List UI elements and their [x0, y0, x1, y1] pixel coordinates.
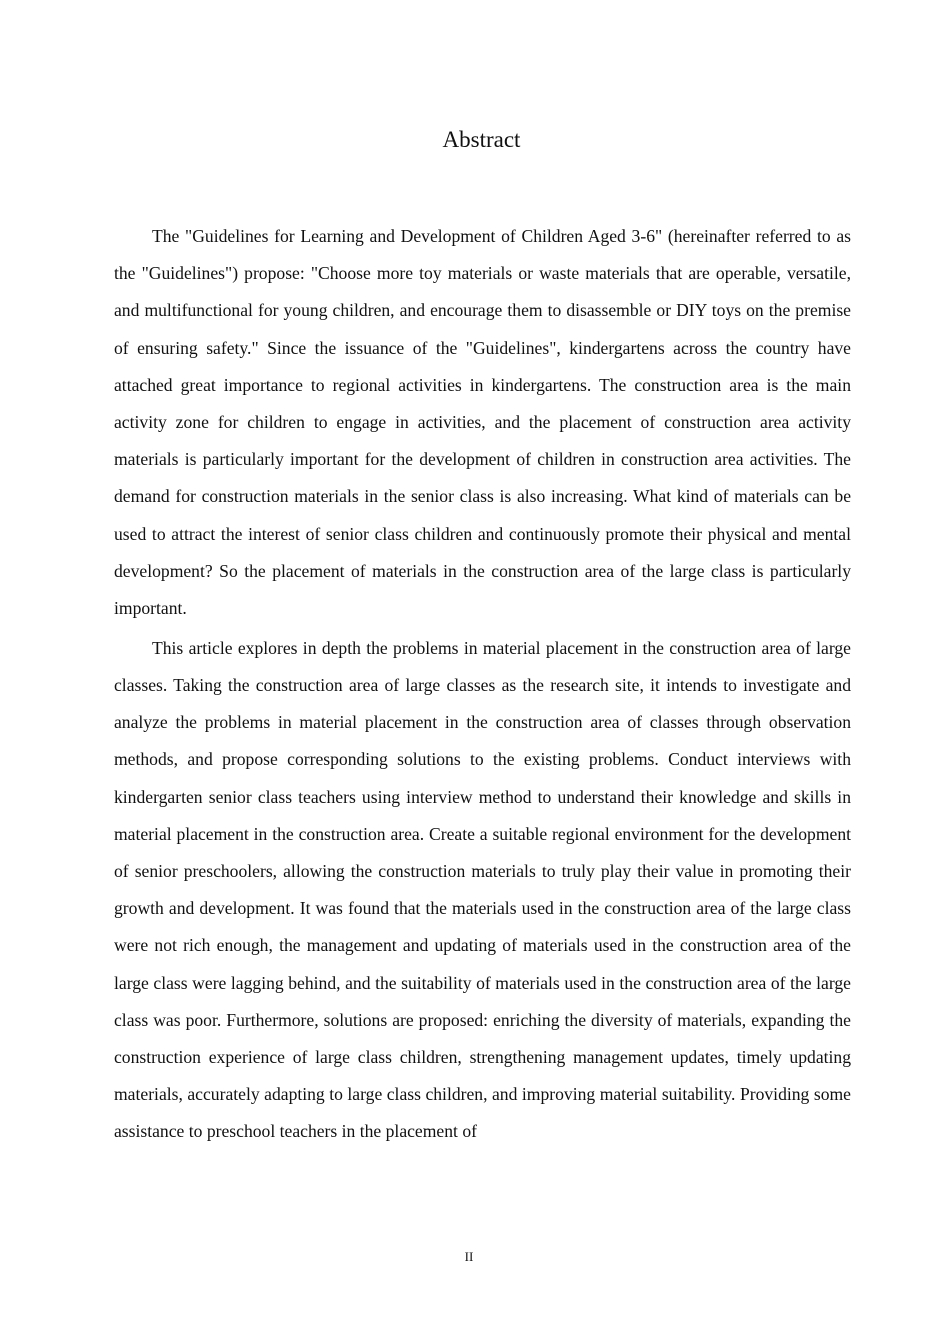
abstract-paragraph-1: The "Guidelines for Learning and Development of Children Aged 3-6" (hereinafter referred to as the "Guidelines") propose: "Choose more toy materials or waste materials that are operable, versatile, and multifunctional for young children, and encourage them to disassemble or DIY toys on the premise of ensuring safety." Since the issuance of the "Guidelines", kindergartens across the country have attached great importance to regional activities in kindergartens. The construction area is the main activity zone for children to engage in activities, and the placement of construction area activity materials is particularly important for the development of children in construction area activities. The demand for construction materials in the senior class is also increasing. What kind of materials can be used to attract the interest of senior class children and continuously promote their physical and mental development? So the placement of materials in the construction area of the large class is particularly important. — [114, 226, 851, 619]
page-number: II — [464, 1249, 474, 1264]
abstract-body — [114, 218, 851, 1151]
abstract-paragraph-2: This article explores in depth the problems in material placement in the construction area of large classes. Taking the construction area of large classes as the research site, it intends to investigate and analyze the problems in material placement in the construction area of classes through observation methods, and propose corresponding solutions to the existing problems. Conduct interviews with kindergarten senior class teachers using interview method to understand their knowledge and skills in material placement in the construction area. Create a suitable regional environment for the development of senior preschoolers, allowing the construction materials to truly play their value in promoting their growth and development. It was found that the materials used in the construction area of the large class were not rich enough, the management and updating of materials used in the construction area of the large class were lagging behind, and the suitability of materials used in the construction area of the large class was poor. Furthermore, solutions are proposed: enriching the diversity of materials, expanding the construction experience of large class children, strengthening management updates, timely updating materials, accurately adapting to large class children, and improving material suitability. Providing some assistance to preschool teachers in the placement of — [114, 637, 851, 1142]
page-title: Abstract — [442, 127, 521, 152]
